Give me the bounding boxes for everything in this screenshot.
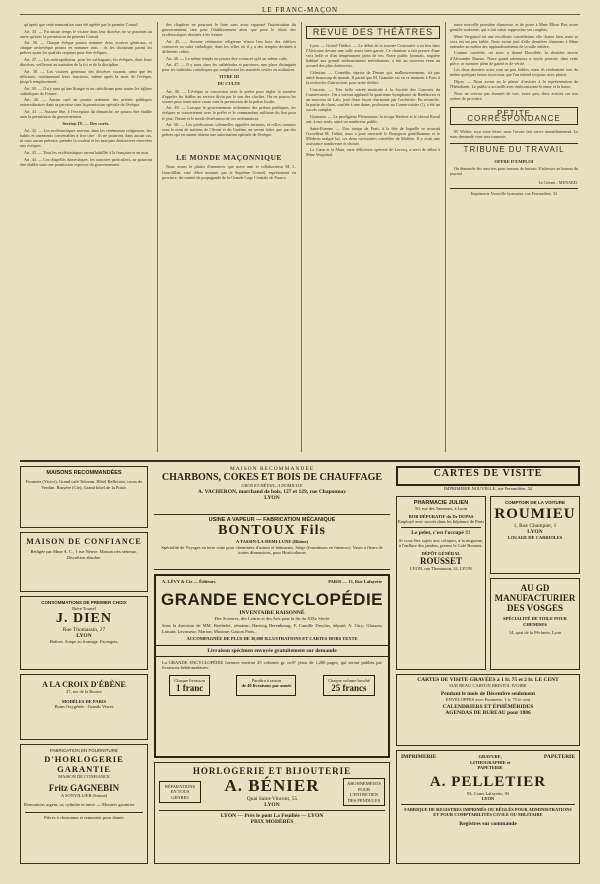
col1-section-heading: Section IV. — Des curés. [62, 121, 110, 127]
col1-paragraph: Art. 36. — Chaque évêque pourra nommer deux vicaires généraux, et chaque archevêque pourra en nommer trois : ils les choisiront parmi les prêtres ayant les qualités requises pour être évêques. [20, 40, 152, 56]
ad-bontoux [154, 514, 390, 570]
ad-city: LYON [76, 633, 92, 639]
ad-pharmacie-julien [396, 496, 486, 670]
col2-paragraph: Art. 50. — Les prédications solennelles appelées sermons, et celles connues sous le nom de stations de l'Avent et du Carême, ne seront faites que par des prêtres qui en auront obtenu une autorisation spéciale de l'évêque. [162, 122, 296, 138]
ad-rob: ROB DÉPURATIF du Dr DUPAS [408, 513, 474, 519]
offre-emploi-heading: OFFRE D'EMPLOI [494, 159, 534, 165]
header-rule [20, 14, 580, 15]
ad-grande-encyclopedie [154, 574, 390, 758]
ad-line: MAISON DE CONFIANCE [58, 773, 110, 779]
col4-paragraph: Les deux derniers actes sont un peu faibles, mais ils renferment tout de même quelques beaux morceaux que l'on entend toujours avec plaisir. [450, 67, 578, 78]
col2-section-heading: TITRE III [218, 74, 240, 80]
col1-paragraph: Art. 43. — Tous les ecclésiastiques seront habillés à la française et en noir. [24, 150, 149, 156]
col1-paragraph: qu'après que cette nomination aura été agréée par le premier Consul. [24, 22, 139, 27]
col3-paragraph: Lyon. — Grand-Théâtre. — Le début de la tournée Coutourier a eu lieu dans l'Africaine devant une salle assez bien garnie. Ce chanteur a fait preuve d'une voix belle et d'un tempérament plein de feu. Notre public lyonnais, naguère habitué aux grands enthousiasmes méridionaux, a fait au nouveau venu un accueil des plus chaleureux. [306, 43, 440, 69]
ad-cols: Bains Oxygénés · Grands Verres [54, 704, 114, 709]
ad-title: HORLOGERIE ET BIJOUTERIE [192, 766, 352, 776]
ad-pendant: Pendant le mois de Décembre seulement [440, 690, 536, 697]
ad-sub: SUR BEAU CARTON BRISTOL IVOIRE [449, 683, 527, 688]
ad-cartes-sub [396, 486, 580, 494]
col2-section-subheading: DU CULTE [217, 81, 241, 87]
ad-col2: GRAVURE, LITHOGRAPHIE et PAPETERIE [469, 754, 511, 770]
encyclo-body: La GRANDE ENCYCLOPÉDIE formera environ 25 volumes gr. in-8° jésus de 1,200 pages, qui seront publiés par livraisons hebdomadaires. [162, 659, 382, 670]
col1-paragraph: Art. 44. — Les chapelles domestiques, les oratoires particuliers, ne pourront être établis sans une permission expresse du gouvernement. [20, 156, 152, 167]
ad-col1: IMPRIMERIE [401, 754, 437, 760]
correspondance-text: M. Walter, reçu votre lettre; nous l'avons fait suivre immédiatement. Le nom demandé vous sera transmis. [450, 129, 578, 140]
imprimerie-header [397, 751, 579, 774]
ad-rule [159, 810, 385, 811]
col1-paragraph: Art. 42. — Les ecclésiastiques useront, dans les cérémonies religieuses, des habits et ornements convenables à leur titre : ils ne pourront, dans aucun cas, ni sous aucun prétexte, prendre la couleur et les marques distinctives réservées aux évêques. [20, 128, 152, 149]
col3-paragraph: Saint-Etienne. — Une troupe de Paris, à la tête de laquelle se trouvait l'excellent M. Talbot, nous a joué mercredi le Bourgeois gentilhomme et le Médecin malgré lui, ces deux ravissantes comédies de Molière. Il y avait une assistance nombreuse et choisie. [306, 125, 440, 146]
ad-city: LYON [527, 528, 543, 535]
ad-sub: LOUAGE DE CARRIOLES [507, 534, 563, 540]
ad-addr: Quai Saint-Vincent, 55 [246, 796, 298, 802]
col1-paragraph: Art. 37. — Les métropolitains, pour les suffragants, les évêques, dans leurs diocèses, veilleront au maintien de la foi et de la discipline. [20, 57, 152, 68]
ad-right-note: ABONNEMENTS POUR L'ENTRETIEN DES PENDULES [343, 778, 385, 806]
ad-maisons-recommandees [20, 466, 148, 528]
ad-addr: Rue Thomassin, 27 [62, 627, 106, 633]
ad-croix-ebene [20, 674, 148, 740]
ad-name: A. BÉNIER [224, 776, 320, 795]
ad-cartes-visite [396, 466, 580, 486]
ad-title: D'HORLOGERIE GARANTIE [44, 753, 124, 774]
col3-paragraph: Gymnase. — Le prodigieux Pleizmanns, la troupe Herbert et le cheval Raoul ont, à eux seuls, attiré un nombreux public. [306, 113, 440, 124]
ad-reg: Registres sur commande [459, 820, 517, 827]
publisher-left: A. LÉVY & Cie — Éditeurs [162, 579, 216, 584]
ad-fab2: ET POUR COMPTABILITÉS CIVILE OU MILITAIRE [433, 812, 543, 817]
ad-top: MAISON RECOMMANDÉE [229, 466, 315, 472]
ad-imprimerie-pelletier [396, 750, 580, 864]
ad-roumieu [490, 496, 580, 574]
ad-foot1: LYON — Près le pont La Feuillée — LYON [220, 813, 324, 819]
article-column-4 [450, 22, 578, 452]
ad-rule [401, 527, 481, 528]
ad-name: BONTOUX Fils [218, 523, 326, 538]
running-head: LE FRANC-MAÇON [261, 6, 339, 14]
ad-agendas: AGENDAS DE BUREAU pour 1886 [445, 710, 531, 716]
price-box [236, 675, 296, 697]
price-label: Chaque livraison [174, 677, 205, 683]
ad-addr: 14, quai de la Pêcherie, Lyon [508, 630, 562, 635]
revue-theatres-title: REVUE DES THÉÂTRES [306, 26, 440, 39]
ad-title: CARTES DE VISITE GRAVÉES à 1 fr. 75 et 2 fr. LE CENT [417, 677, 559, 683]
ad-top: COMPTOIR DE LA VOITURE [504, 500, 565, 505]
col3-paragraph: Concerts. — Très belle soirée musicale à la Société des Concerts du Conservatoire. On a surtout applaudi la quatrième Symphonie de Beethoven et un morceau de Lalo, joué d'une façon charmante par l'orchestre. En revanche, la partie de chant, confiée à une dame, professeur au Conservatoire (!), a été un succès complet. [306, 86, 440, 113]
article-column-1 [20, 22, 152, 452]
ad-horlogerie-gagnebin [20, 744, 148, 864]
ad-name: ROUMIEU [494, 505, 576, 522]
ad-name: A. PELLETIER [429, 773, 547, 790]
ad-title: PHARMACIE JULIEN [413, 500, 469, 506]
col3-paragraph: Le Cœur et la Main, cette délicieuse opérette de Lecocq, a servi de début à Mme Verguinol. [306, 147, 440, 158]
ad-depot: DÉPÔT GÉNÉRAL [421, 550, 461, 556]
ad-title: MAISONS RECOMMANDÉES [46, 470, 122, 476]
col2-paragraph: Art. 45. — Aucune cérémonie religieuse n'aura lieu hors des édifices consacrés au culte catholique, dans les villes où il y a des temples destinés à différents cultes. [162, 38, 296, 54]
ad-note: Huîtres. Soupe au fromage. Escargots. [49, 639, 119, 644]
ad-foot2: PRIX MODÉRÉS [250, 819, 294, 825]
encyclo-livraison: Livraison spécimen envoyée gratuitement sur demande [156, 645, 388, 657]
ad-name: J. DIEN [55, 611, 112, 626]
ad-rule [401, 804, 575, 805]
ad-name: Fritz GAGNEBIN [48, 783, 120, 793]
ad-name2: ROUSSET [419, 556, 463, 566]
col1-paragraph: Art. 41. — Aucune fête, à l'exception du dimanche, ne pourra être établie sans la permission du gouvernement. [20, 108, 152, 119]
ad-left-note: RÉPARATIONS EN TOUS GENRES [159, 781, 201, 804]
ad-sub: GROS ET DÉTAIL, A DOMICILE [241, 483, 303, 488]
price-box [323, 675, 375, 697]
ad-title: CHARBONS, COKES ET BOIS DE CHAUFFAGE [161, 472, 383, 483]
encyclo-sub: INVENTAIRE RAISONNÉ [239, 609, 305, 616]
col3-paragraph: Célestins. — Comédie, réprise de Denise qui, malheureusement, n'a pas attiré beaucoup de monde. Il paraît que M. Grandier est en ce moment à Paris à la recherche d'attractions pour notre théâtre. [306, 70, 440, 86]
ad-line: CONSOMMATIONS DE PREMIER CHOIX [41, 600, 127, 605]
price-box [169, 675, 210, 697]
col4-paragraph: Nous ne serions pas étonnés de voir, avant peu, deux artistes sur nos scènes de province. [450, 90, 578, 101]
col1-paragraph: Art. 40. — Aucun curé ne pourra ordonner des prières publiques extraordinaires dans sa paroisse sans la permission spéciale de l'évêque. [20, 97, 152, 108]
ad-body: Si vous êtes sujets aux coliques, à la migraine, à l'enflure des jambes, prenez le Café Rousset. [399, 537, 483, 548]
encyclo-title: GRANDE ENCYCLOPÉDIE [160, 589, 384, 609]
encyclo-text: Sous la direction de MM. Berthelot, sénateur; Hartwig Derenbourg; F. Camille Dreyfus, député; A. Giry; Glasson; Laisant; Levasseur; Marion; Maxime; Gaston Paris... [162, 623, 382, 634]
ad-maison-confiance [20, 532, 148, 592]
ad-benier [154, 762, 390, 864]
col2-paragraph: Art. 49. — Lorsque le gouvernement ordonnera des prières publiques, les évêques se concerteront avec le préfet et le commandant militaire du lieu pour le jour, l'heure et le mode d'exécution de ces ordonnances. [162, 105, 296, 121]
ad-enveloppes: ENVELOPPES avec Fournette, 1 fr. 75 le cent [445, 696, 531, 702]
col1-paragraph: Art. 39. — Il n'y aura qu'une liturgie et un catéchisme pour toutes les églises catholiques de France. [20, 85, 152, 96]
price-value: de 40 livraisons par année [241, 683, 292, 688]
ad-manufacturier-vosges [490, 578, 580, 670]
col4-paragraph: Dijon. — Nous avons eu le plaisir d'assister à la représentation de l'Hérodiade. Le public a accueilli avec enthousiasme le ténor et la basse. [450, 78, 578, 90]
ad-title: A LA CROIX D'ÉBÈNE [42, 680, 126, 689]
ad-footer: Pièces à cloisonner et remontoir pour dames [44, 815, 124, 820]
ad-line: FABRICATION EN FOURNITURE [50, 748, 118, 753]
ad-fab: FABRIQUE DE REGISTRES IMPRIMÉS OU RÉGLÉS POUR ADMINISTRATIONS [404, 806, 572, 812]
ad-city: LYON [264, 494, 280, 501]
monde-maconnique-title: LE MONDE MAÇONNIQUE [176, 153, 282, 163]
advertisements-section [20, 460, 580, 868]
petite-correspondance-title: PETITE CORRESPONDANCE [450, 107, 578, 125]
encyclo-publishers [156, 576, 388, 588]
ad-text: Spécialité de Voyages en terre cuite pour cheminées d'usines et bâtiments. Siège (fournitures en faïences). Vases à fleurs de toutes dimensions, pour Horticulteurs [161, 544, 383, 555]
price-value: 1 franc [175, 683, 204, 693]
ad-text: Fournier (Victor), Grand café Tolozan. Hôtel Bellecour, cours de Verdun. Bruyère (Cie), Grand hôtel de la Poste. [25, 479, 143, 490]
price-label: Paraîtra à raison [251, 677, 282, 683]
ad-city: A SONVILLIER (Suisse) [60, 793, 108, 798]
column-divider [445, 22, 446, 452]
encyclo-accompagnee: ACCOMPAGNÉE DE PLUS DE 30,000 ILLUSTRATIONS ET CARTES HORS TEXTE [186, 636, 358, 641]
ad-text: Rédigée par Mme A. C., 1 rue Neuve. Maison très sérieuse. Discrétion absolue. [30, 549, 138, 560]
ad-sub: MODÈLES DE PARIS [61, 698, 107, 704]
col2-paragraph: Art. 46. — Le même temple ne pourra être consacré qu'à un même culte. [166, 55, 288, 61]
ad-addr2: LYON, rue Thomassin, 32, LYON [410, 566, 472, 571]
col2-paragraph: des chapitres ne pourront le faire sans avoir rapporté l'autorisation du gouvernement, tant pour l'établissement ainsi que pour le choix des ecclésiastiques destinés à les former. [162, 22, 296, 38]
ad-product: Le pelet, c'est l'occupé !!! [411, 529, 471, 536]
col4-paragraph: Mme Verguinol est une excellente comédienne, elle chante bien, mais sa voix est un peu faible. Nous avons joui d'elle dernières chansons à Mme entendre au milieu des applaudissements de la salle entière. [450, 33, 578, 49]
ad-dien [20, 596, 148, 670]
column-divider [157, 22, 158, 452]
ad-addr: 27, rue de la Bourse [65, 689, 103, 694]
tribune-text: On demande des ouvriers pour travaux de bureau. S'adresser au bureau du journal. [450, 166, 578, 177]
ad-name: A. VACHERON, marchand de bois, 127 et 129, rue Chaponnay [197, 488, 347, 495]
ad-city: LYON [481, 796, 495, 801]
article-column-2 [162, 22, 296, 452]
ad-addr: 50, rue des Tanneurs, à Lyon [415, 506, 467, 511]
price-label: Chaque volume broché [327, 677, 370, 683]
ad-title: CARTES DE VISITE [433, 468, 543, 479]
article-column-3 [306, 22, 440, 452]
ad-addr: 93, Cours Lafayette, 93 [466, 790, 510, 796]
ad-rule [25, 812, 143, 813]
benier-center [225, 776, 320, 808]
col1-paragraph: Art. 35. — En aucun temps le vicaire dans leur diocèse, ne se pourront au ourte qu'avec la permission du premier Consul. [20, 28, 152, 39]
ad-title: AU GD MANUFACTURIER DES VOSGES [494, 583, 576, 613]
ad-addr: 1, Rue Champier, 1 [513, 522, 557, 529]
encyclo-sub2: Des Sciences, des Lettres et des Arts pour la fin du XIXe Siècle [214, 615, 330, 621]
printer-line: Imprimerie Nouvelle lyonnaise, rue Ferrandière, 52 [450, 188, 578, 196]
col4-paragraph: notre nouvelle première chanteuse, et de porte à Mme Élisse Ber, notre gentille soubrette, qui a fait valoir rapprocher ses couplets. [450, 22, 578, 33]
ad-city: LYON [264, 802, 280, 808]
ad-cartes-gravees [396, 674, 580, 746]
col2-paragraph: Art. 47. — Il y aura, dans les cathédrales et paroisses, une place distinguée pour les individus catholiques qui remplissent les autorités civiles ou militaires. [162, 62, 296, 73]
benier-row [155, 776, 389, 808]
ad-col3: PAPETERIE [543, 754, 575, 760]
col2-intro: Nous avons le plaisir d'annoncer que notre ami et collaborateur M. L. Gourdillan, viné d'être nommé, par le Suprême Conseil, représentant en province, du comité de propagande de la Grande Loge Centrale de France. [162, 164, 296, 180]
ad-calendriers: CALENDRIERS ET ÉPHÉMÉRIDES [442, 704, 534, 710]
ad-note: Remontoirs argent, or, cylindre et ancre — Montres garanties [24, 801, 135, 807]
column-divider [301, 22, 302, 452]
ad-line: Bière Tourtel [72, 605, 96, 611]
col1-paragraph: Art. 38. — Les vicaires généraux des diocèses vacants, ainsi que les officiaux, continueront leurs fonctions, même après la mort de l'évêque, jusqu'à remplacement. [20, 68, 152, 84]
ad-city: A TASSIN-LA-DEMI-LUNE (Rhône) [235, 539, 309, 544]
price-value: 25 francs [331, 683, 367, 693]
ad-sub: IMPRIMERIE NOUVELLE, rue Ferrandière, 52 [443, 486, 533, 491]
ad-title: MAISON DE CONFIANCE [26, 537, 142, 546]
ad-rob-sub: Employé avec succès dans les hôpitaux de Paris [397, 519, 485, 524]
ad-top: USINE A VAPEUR — FABRICATION MÉCANIQUE [208, 517, 336, 523]
publisher-right: PARIS — 13, Rue Lafayette [328, 579, 382, 584]
col2-paragraph: Art. 48. — L'évêque se concertera avec le préfet pour régler la manière d'appeler les fidèles au service divin par le son des cloches. On ne pourra les sonner pour toute autre cause sans la permission de la police locale. [162, 88, 296, 104]
col4-paragraph: Comme comédie, on nous a donné Dorothée, la dernière œuvre d'Alexandre Dumas. Notre grand talentueux a voulu pouvoir, dans cette pièce, se montrer plein de gaieté et de vérité. [450, 50, 578, 66]
encyclo-prices [156, 675, 388, 697]
ad-charbons [154, 466, 390, 510]
gerant-signature: Le Gérant : MENARD. [538, 179, 578, 185]
ad-sub: SPÉCIALITÉ DE TOILE POUR CHEMISES [503, 616, 567, 627]
tribune-travail-title: TRIBUNE DU TRAVAIL [450, 143, 578, 155]
